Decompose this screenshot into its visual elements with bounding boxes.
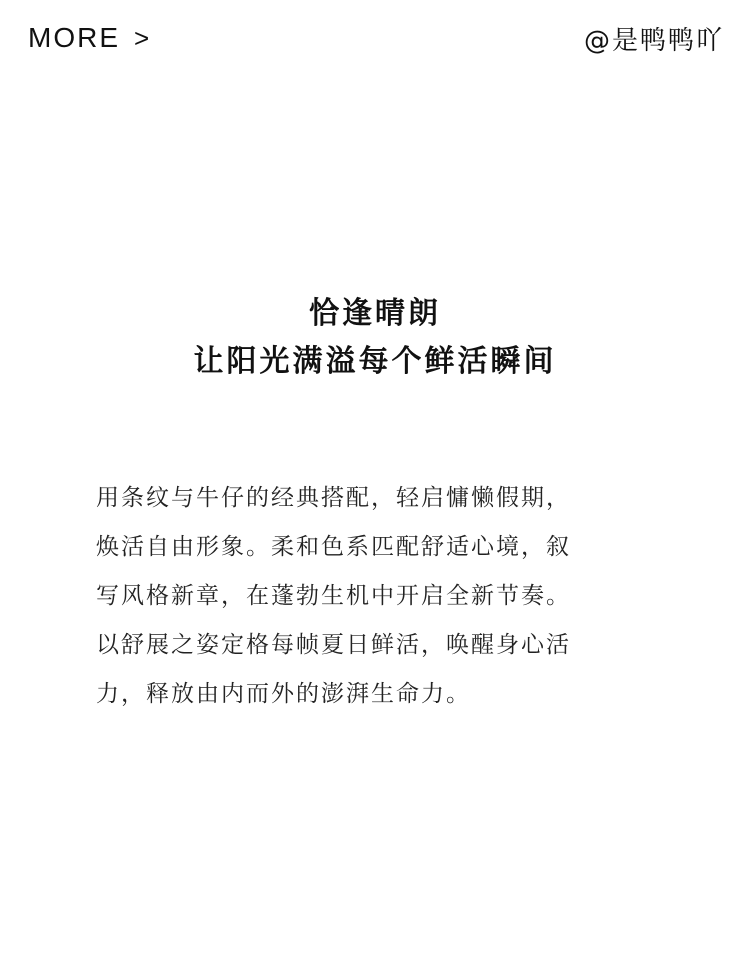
- body-line-4: 以舒展之姿定格每帧夏日鲜活，唤醒身心活: [96, 632, 571, 658]
- title-block: [0, 290, 750, 386]
- chevron-right-icon[interactable]: >: [134, 22, 152, 53]
- body-line-2: 焕活自由形象。柔和色系匹配舒适心境，叙: [96, 534, 571, 560]
- body-line-3: 写风格新章，在蓬勃生机中开启全新节奏。: [96, 583, 571, 609]
- body-paragraph: [96, 474, 656, 719]
- body-line-1: 用条纹与牛仔的经典搭配，轻启慵懒假期，: [96, 485, 571, 511]
- author-handle: @是鸭鸭吖: [583, 25, 724, 56]
- body-line-5: 力，释放由内而外的澎湃生命力。: [96, 681, 471, 707]
- headline-line-2: 让阳光满溢每个鲜活瞬间: [193, 344, 557, 379]
- top-bar: [28, 18, 724, 58]
- headline-line-1: 恰逢晴朗: [309, 296, 441, 331]
- more-label[interactable]: MORE: [28, 22, 120, 53]
- more-link[interactable]: [28, 22, 151, 54]
